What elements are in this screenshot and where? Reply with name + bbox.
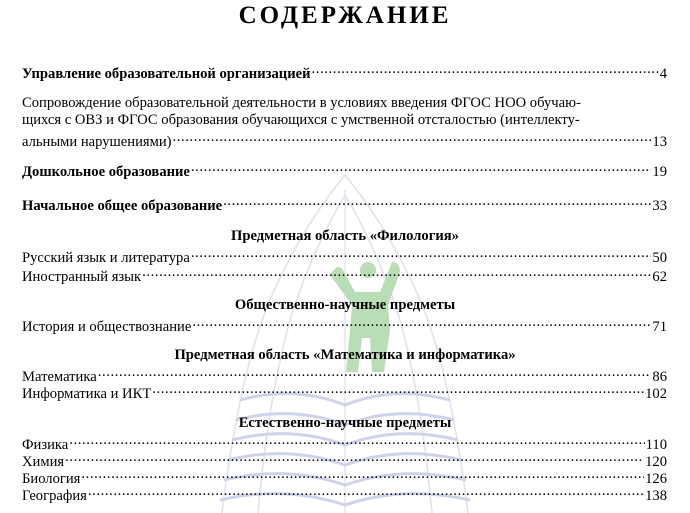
toc-entry-geography[interactable] <box>22 483 667 504</box>
toc-entry-text: Информатика и ИКТ <box>22 386 152 402</box>
toc-entry-text: Химия <box>22 454 65 470</box>
toc-leader-dots <box>81 466 644 483</box>
toc-entry-last-line <box>22 129 667 150</box>
toc-entry-text: Математика <box>22 369 97 385</box>
toc-entry-chemistry[interactable] <box>22 449 667 470</box>
toc-leader-dots <box>88 483 644 500</box>
page-title: СОДЕРЖАНИЕ <box>238 2 452 29</box>
toc-leader-dots <box>223 193 651 210</box>
toc-entry-informatics[interactable] <box>22 381 667 402</box>
toc-entry-mathematics[interactable] <box>22 364 667 385</box>
toc-entry-text-line: Сопровождение образовательной деятельности в условиях введения ФГОС НОО обучаю- <box>22 95 581 111</box>
section-heading-social: Общественно-научные предметы <box>234 297 456 313</box>
toc-page-number: 62 <box>652 269 667 285</box>
toc-leader-dots <box>311 61 658 78</box>
toc-page-number: 138 <box>645 488 667 504</box>
toc-entry-text: Дошкольное образование <box>22 164 190 180</box>
toc-page-number: 120 <box>645 454 667 470</box>
toc-leader-dots <box>173 129 652 146</box>
toc-leader-dots <box>192 314 651 331</box>
toc-page-number: 126 <box>645 471 667 487</box>
toc-leader-dots <box>142 264 651 281</box>
toc-leader-dots <box>191 245 652 262</box>
toc-entry-fgos-support[interactable] <box>22 95 667 150</box>
toc-entry-text: Начальное общее образование <box>22 198 223 214</box>
toc-page-number: 86 <box>652 369 667 385</box>
toc-leader-dots <box>65 449 644 466</box>
toc-entry-text-line: щихся с ОВЗ и ФГОС образования обучающихся с умственной отсталостью (интеллекту- <box>22 112 580 128</box>
toc-entry-management[interactable] <box>22 61 667 82</box>
toc-page-number: 13 <box>652 134 667 150</box>
toc-entry-primary[interactable] <box>22 193 667 214</box>
toc-entry-preschool[interactable] <box>22 159 667 180</box>
toc-entry-text: Иностранный язык <box>22 269 142 285</box>
toc-page-number: 71 <box>652 319 667 335</box>
toc-entry-text: Русский язык и литература <box>22 250 190 266</box>
section-heading-natural: Естественно-научные предметы <box>238 415 452 431</box>
section-heading-philology: Предметная область «Филология» <box>231 228 459 244</box>
toc-page-number: 19 <box>652 164 667 180</box>
toc-page-number: 4 <box>659 66 667 82</box>
toc-entry-text: География <box>22 488 87 504</box>
toc-entry-foreign-language[interactable] <box>22 264 667 285</box>
toc-leader-dots <box>69 432 644 449</box>
toc-entry-text-line: альными нарушениями) <box>22 134 172 150</box>
toc-entry-text: Биология <box>22 471 81 487</box>
toc-entry-text: Физика <box>22 437 69 453</box>
toc-page-number: 110 <box>645 437 667 453</box>
toc-leader-dots <box>98 364 652 381</box>
toc-entry-text: Управление образовательной организацией <box>22 66 311 82</box>
toc-leader-dots <box>152 381 644 398</box>
toc-entry-text: История и обществознание <box>22 319 192 335</box>
toc-page-number: 50 <box>652 250 667 266</box>
toc-page-number: 102 <box>645 386 667 402</box>
toc-entry-biology[interactable] <box>22 466 667 487</box>
toc-entry-history[interactable] <box>22 314 667 335</box>
section-heading-math: Предметная область «Математика и информатика» <box>174 347 516 363</box>
toc-page-number: 33 <box>652 198 667 214</box>
toc-leader-dots <box>191 159 652 176</box>
toc-entry-physics[interactable] <box>22 432 667 453</box>
toc-entry-russian[interactable] <box>22 245 667 266</box>
